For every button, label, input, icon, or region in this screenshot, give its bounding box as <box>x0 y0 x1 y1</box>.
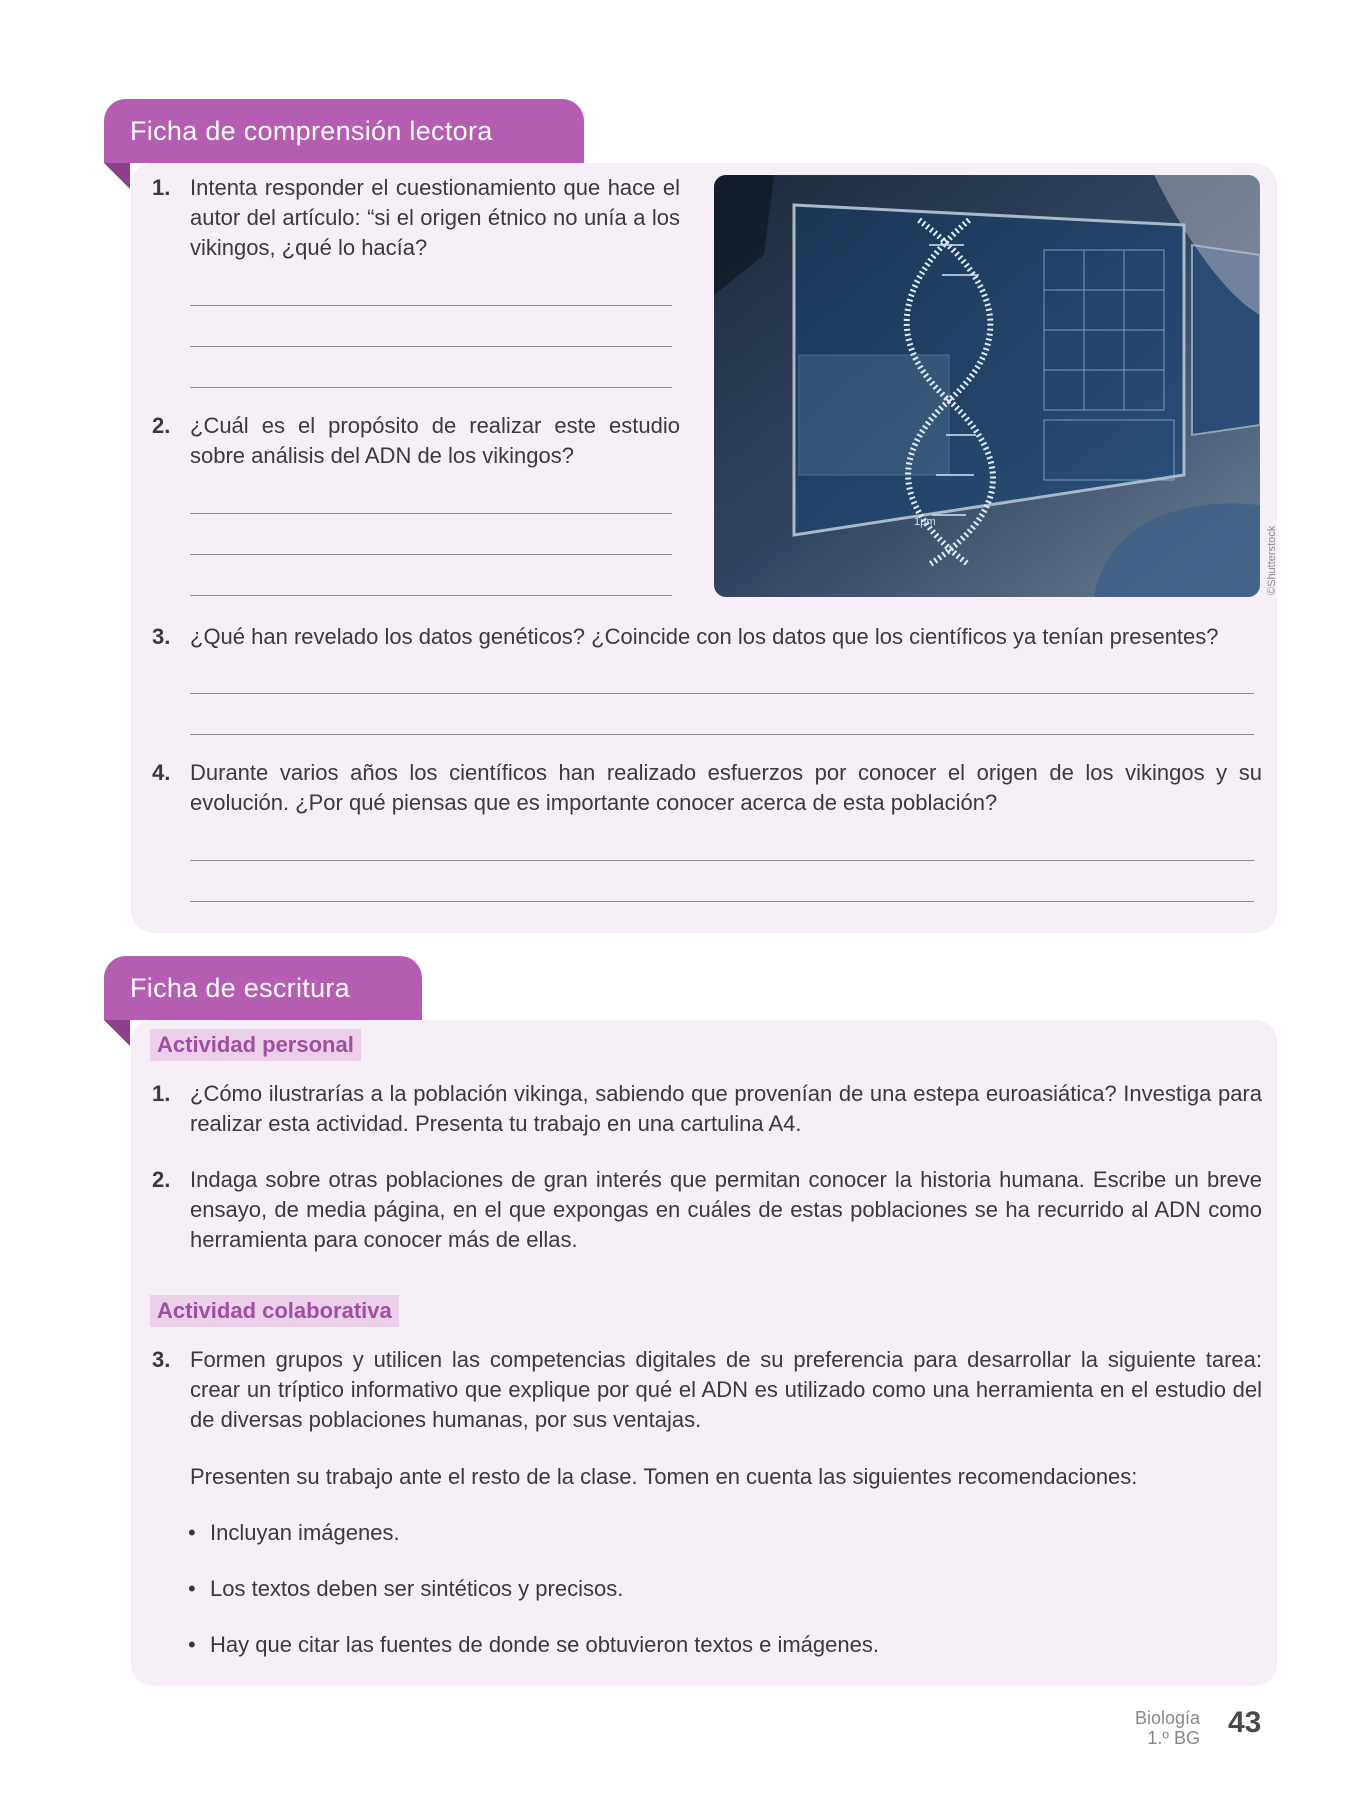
lectora-question-1 <box>152 173 680 263</box>
answer-line[interactable] <box>190 693 1254 694</box>
question-text: Durante varios años los científicos han realizado esfuerzos por conocer el origen de los vikingos y su evolución. ¿Por qué piensas que es importante conocer acerca de esta población? <box>190 760 1262 815</box>
present-text: Presenten su trabajo ante el resto de la clase. Tomen en cuenta las siguientes recomendaciones: <box>190 1464 1138 1489</box>
lectora-tab-fold <box>104 163 130 189</box>
escritura-question-2 <box>152 1165 1262 1255</box>
bullet-dot: • <box>188 1520 196 1545</box>
actividad-personal-label: Actividad personal <box>150 1029 361 1061</box>
escritura-title: Ficha de escritura <box>130 972 350 1003</box>
escritura-tab <box>104 956 422 1020</box>
question-number: 2. <box>152 1167 171 1192</box>
question-text: ¿Cuál es el propósito de realizar este estudio sobre análisis del ADN de los vikingos? <box>190 413 680 468</box>
question-number: 1. <box>152 1081 171 1106</box>
question-text: Formen grupos y utilicen las competencias digitales de su preferencia para desarrollar la siguiente tarea: crear un tríptico informativo que explique por qué el ADN es utilizado como una herramienta en el estudio del de diversas poblaciones humanas, por sus ventajas. <box>190 1347 1262 1432</box>
recommendation-item <box>188 1574 623 1604</box>
page-number: 43 <box>1228 1706 1262 1739</box>
answer-line[interactable] <box>190 734 1254 735</box>
escritura-question-3 <box>152 1345 1262 1435</box>
scale-label: 1μm <box>914 516 936 528</box>
dna-photo-illustration <box>714 175 1260 597</box>
question-text: ¿Cómo ilustrarías a la población vikinga, sabiendo que provenían de una estepa euroasiática? Investiga para realizar esta actividad. Presenta tu trabajo en una cartulina A4. <box>190 1081 1262 1136</box>
bullet-dot: • <box>188 1632 196 1657</box>
footer-subject-text: Biología <box>1134 1708 1200 1728</box>
recommendation-item <box>188 1518 400 1548</box>
answer-line[interactable] <box>190 860 1254 861</box>
question-number: 3. <box>152 624 171 649</box>
lectora-question-3 <box>152 622 1262 652</box>
escritura-tab-fold <box>104 1020 130 1046</box>
footer-subject <box>1135 1708 1200 1748</box>
question-number: 3. <box>152 1347 171 1372</box>
actividad-colaborativa-label: Actividad colaborativa <box>150 1295 399 1327</box>
question-number: 2. <box>152 413 171 438</box>
question-number: 1. <box>152 175 171 200</box>
recommendation-text: Hay que citar las fuentes de donde se obtuvieron textos e imágenes. <box>210 1632 879 1657</box>
question-text: Indaga sobre otras poblaciones de gran interés que permitan conocer la historia humana. Escribe un breve ensayo, de media página, en el que expongas en cuáles de estas poblaciones se ha recurrido al ADN como herramienta para conocer más de ellas. <box>190 1167 1262 1252</box>
answer-line[interactable] <box>190 346 672 347</box>
question-text: Intenta responder el cuestionamiento que hace el autor del artículo: “si el origen étnico no unía a los vikingos, ¿qué lo hacía? <box>190 175 680 260</box>
answer-line[interactable] <box>190 901 1254 902</box>
answer-line[interactable] <box>190 554 672 555</box>
photo-credit: ©Shutterstock <box>1266 525 1278 595</box>
answer-line[interactable] <box>190 513 672 514</box>
recommendation-item <box>188 1630 879 1660</box>
recommendation-text: Incluyan imágenes. <box>210 1520 400 1545</box>
dna-screen-photo <box>714 175 1260 597</box>
lectora-title: Ficha de comprensión lectora <box>130 115 493 146</box>
lectora-question-2 <box>152 411 680 471</box>
answer-line[interactable] <box>190 387 672 388</box>
recommendation-text: Los textos deben ser sintéticos y precisos. <box>210 1576 624 1601</box>
lectora-question-4 <box>152 758 1262 818</box>
answer-line[interactable] <box>190 305 672 306</box>
lectora-tab <box>104 99 584 163</box>
bullet-dot: • <box>188 1576 196 1601</box>
present-paragraph <box>190 1462 1262 1492</box>
question-text: ¿Qué han revelado los datos genéticos? ¿Coincide con los datos que los científicos ya tenían presentes? <box>190 624 1219 649</box>
question-number: 4. <box>152 760 171 785</box>
footer-grade-text: 1.º BG <box>1147 1728 1200 1748</box>
escritura-question-1 <box>152 1079 1262 1139</box>
answer-line[interactable] <box>190 595 672 596</box>
